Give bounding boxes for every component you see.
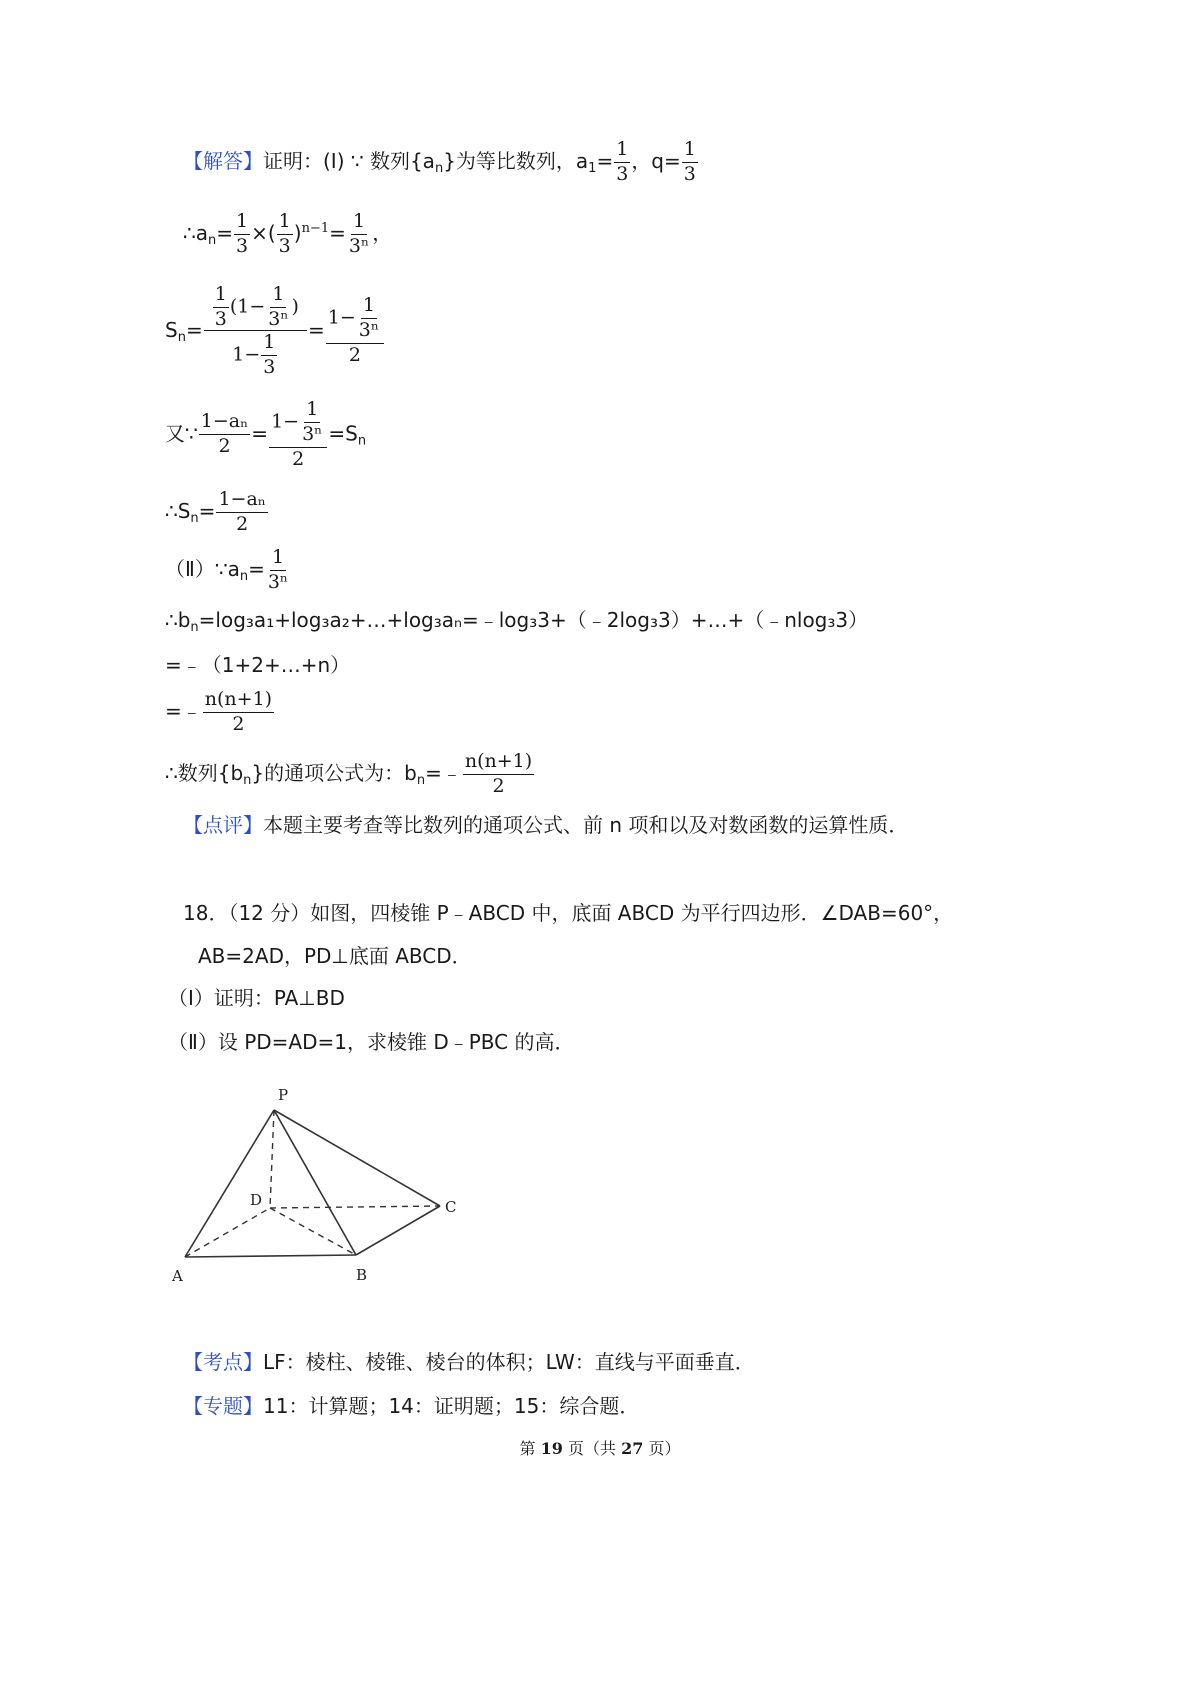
fraction-denominator: 3ⁿ bbox=[348, 234, 370, 257]
problem-part2 bbox=[168, 1032, 575, 1052]
footer-total-pages: 27 bbox=[621, 1439, 644, 1458]
kaodian-tag: 【考点】 bbox=[183, 1350, 263, 1374]
fraction-denominator: 3 bbox=[683, 162, 696, 185]
sum-line bbox=[165, 655, 350, 675]
page-footer bbox=[0, 1436, 1200, 1459]
answer-line bbox=[183, 140, 699, 185]
you-line bbox=[165, 400, 366, 470]
fraction-numerator bbox=[204, 285, 307, 331]
equals-sign: = bbox=[198, 498, 216, 523]
you-prefix: 又∵ bbox=[165, 421, 198, 446]
fraction-denominator: 3ⁿ bbox=[358, 319, 380, 342]
label-B: B bbox=[356, 1266, 368, 1284]
bn-expansion: =log₃a₁+log₃a₂+…+log₃aₙ=﹣log₃3+（﹣2log₃3）+…+（﹣nlog₃3） bbox=[198, 608, 869, 632]
fraction-numerator: 1 bbox=[270, 548, 286, 571]
fraction-numerator: 1 bbox=[213, 285, 229, 308]
subscript-1: 1 bbox=[588, 160, 597, 176]
fraction-denominator bbox=[230, 331, 280, 378]
fraction-denominator: 2 bbox=[292, 447, 305, 470]
fraction-one-third bbox=[261, 330, 277, 378]
sn-label: S bbox=[165, 317, 178, 342]
footer-mid: 页（共 bbox=[567, 1439, 616, 1458]
kaodian-text: LF：棱柱、棱锥、棱台的体积；LW：直线与平面垂直． bbox=[263, 1350, 755, 1374]
q-label: ，q= bbox=[631, 148, 681, 173]
answer-intro2: }为等比数列，a bbox=[443, 148, 589, 173]
part2-prefix: （Ⅱ）∵a bbox=[165, 556, 240, 581]
one-minus: 1− bbox=[232, 343, 261, 366]
edge-PD-dashed bbox=[270, 1110, 274, 1208]
subscript-n: n bbox=[207, 232, 217, 248]
footer-pre: 第 bbox=[519, 1439, 536, 1458]
equals-sign: = bbox=[251, 421, 269, 446]
edge-PB bbox=[274, 1110, 356, 1255]
fraction-numerator: 1 bbox=[270, 285, 286, 308]
equals-sign: = bbox=[307, 317, 325, 342]
general-term-line bbox=[165, 752, 535, 797]
fraction-one-over-3n bbox=[357, 296, 381, 341]
fraction-q bbox=[682, 140, 698, 185]
label-A: A bbox=[172, 1267, 183, 1285]
fraction-one-over-3n bbox=[347, 212, 371, 257]
fraction-one-third-base bbox=[277, 212, 293, 257]
equals-sign: = bbox=[596, 148, 614, 173]
therefore-bn: ∴b bbox=[165, 608, 191, 632]
fraction-n-n-plus-1 bbox=[463, 752, 534, 797]
fraction-denominator: 3 bbox=[263, 355, 276, 378]
answer-intro: 证明：(Ⅰ) ∵ 数列{a bbox=[263, 148, 435, 173]
subscript-n: n bbox=[434, 160, 444, 176]
sn-conclusion-line bbox=[165, 490, 269, 535]
equals-minus: =﹣ bbox=[165, 698, 202, 723]
exponent-n-minus-1: n−1 bbox=[301, 220, 330, 236]
label-D: D bbox=[250, 1191, 263, 1209]
equals-sign: = bbox=[248, 556, 265, 581]
edge-AD-dashed bbox=[185, 1208, 270, 1257]
fraction-numerator: 1−aₙ bbox=[216, 490, 268, 513]
fraction-numerator bbox=[269, 400, 327, 448]
fraction-sn-simplified bbox=[269, 400, 327, 470]
fraction-numerator: 1 bbox=[304, 400, 320, 423]
problem-statement bbox=[183, 903, 953, 923]
fraction-numerator: 1 bbox=[234, 212, 250, 235]
subscript-n: n bbox=[190, 510, 199, 526]
fraction-numerator: n(n+1) bbox=[463, 752, 534, 775]
one-minus: 1− bbox=[327, 306, 356, 329]
fraction-one-over-3n bbox=[300, 400, 324, 445]
problem-number-line: 18．（12 分）如图，四棱锥 P﹣ABCD 中，底面 ABCD 为平行四边形．∠DAB=60°， bbox=[183, 901, 954, 925]
open-paren-one-minus: (1− bbox=[229, 295, 266, 318]
fraction-numerator bbox=[326, 296, 384, 344]
fraction-one-minus-an bbox=[199, 412, 251, 457]
fraction-denominator: 3 bbox=[236, 234, 249, 257]
fraction-a1 bbox=[614, 140, 630, 185]
equals-sign: = bbox=[185, 317, 203, 342]
general-mid: }的通项公式为：b bbox=[251, 760, 417, 785]
zhuanti-line bbox=[183, 1396, 639, 1416]
one-minus: 1− bbox=[271, 410, 300, 433]
subscript-n: n bbox=[357, 433, 367, 449]
fraction-denominator: 2 bbox=[232, 712, 245, 735]
pyramid-figure bbox=[160, 1075, 480, 1295]
fraction-one-minus-an bbox=[216, 490, 268, 535]
problem-part1 bbox=[168, 988, 345, 1008]
equals-sign: = bbox=[329, 220, 346, 245]
fraction-numerator: 1 bbox=[277, 212, 293, 235]
close-paren: ) bbox=[293, 220, 302, 245]
an-formula-line bbox=[183, 212, 392, 257]
kaodian-line bbox=[183, 1352, 755, 1372]
fraction-denominator: 2 bbox=[218, 435, 231, 458]
equals-sign: = bbox=[216, 220, 233, 245]
fraction-sn-simplified bbox=[326, 296, 384, 366]
subscript-n: n bbox=[416, 772, 426, 788]
subscript-n: n bbox=[243, 772, 252, 788]
sn-formula-line bbox=[165, 285, 385, 378]
fraction-numerator: 1 bbox=[682, 140, 698, 163]
fraction-one-over-3n bbox=[266, 548, 290, 593]
general-prefix: ∴数列{b bbox=[165, 760, 244, 785]
comment-text: 本题主要考查等比数列的通项公式、前 n 项和以及对数函数的运算性质． bbox=[263, 813, 909, 837]
label-C: C bbox=[445, 1198, 457, 1216]
fraction-numerator: 1 bbox=[614, 140, 630, 163]
fraction-denominator: 2 bbox=[492, 774, 505, 797]
fraction-one-over-3n bbox=[266, 285, 290, 330]
fraction-one-third bbox=[234, 212, 250, 257]
equals-minus: =﹣ bbox=[425, 760, 462, 785]
subscript-n: n bbox=[239, 568, 249, 584]
fraction-denominator: 3 bbox=[616, 162, 629, 185]
comment-tag: 【点评】 bbox=[183, 813, 263, 837]
bn-line bbox=[165, 610, 868, 634]
fraction-denominator: 2 bbox=[236, 512, 249, 535]
part1-text: （Ⅰ）证明：PA⊥BD bbox=[168, 986, 345, 1010]
fraction-numerator: 1 bbox=[261, 333, 277, 356]
fraction-denominator: 3 bbox=[214, 307, 227, 330]
fraction-n-n-plus-1 bbox=[203, 690, 274, 735]
part2-text: （Ⅱ）设 PD=AD=1，求棱锥 D﹣PBC 的高． bbox=[168, 1030, 575, 1054]
sum-expression: =﹣（1+2+…+n） bbox=[165, 653, 351, 677]
therefore-sn: ∴S bbox=[165, 498, 191, 523]
problem-line2 bbox=[198, 946, 472, 966]
comma: ， bbox=[372, 220, 393, 245]
edge-AB bbox=[185, 1255, 356, 1257]
footer-post: 页） bbox=[648, 1439, 681, 1458]
zhuanti-text: 11：计算题；14：证明题；15：综合题． bbox=[263, 1394, 640, 1418]
footer-page-number: 19 bbox=[540, 1439, 563, 1458]
fraction-denominator: 3ⁿ bbox=[268, 307, 289, 330]
times-open-paren: ×( bbox=[251, 220, 276, 245]
answer-tag: 【解答】 bbox=[183, 148, 263, 173]
edge-PC bbox=[274, 1110, 440, 1206]
fraction-one-third bbox=[213, 285, 229, 330]
sum-fraction-line bbox=[165, 690, 275, 735]
fraction-denominator: 3ⁿ bbox=[267, 570, 289, 593]
edge-PA bbox=[185, 1110, 274, 1257]
fraction-numerator: n(n+1) bbox=[203, 690, 274, 713]
therefore-an: ∴a bbox=[183, 220, 208, 245]
subscript-n: n bbox=[177, 329, 186, 345]
edge-BC bbox=[356, 1206, 440, 1255]
fraction-denominator: 3ⁿ bbox=[302, 422, 323, 445]
fraction-denominator: 3 bbox=[278, 234, 291, 257]
equals-sn: =S bbox=[328, 421, 358, 446]
zhuanti-tag: 【专题】 bbox=[183, 1394, 263, 1418]
label-P: P bbox=[278, 1086, 289, 1104]
problem-condition: AB=2AD，PD⊥底面 ABCD． bbox=[198, 944, 472, 968]
fraction-numerator: 1−aₙ bbox=[199, 412, 251, 435]
fraction-denominator: 2 bbox=[348, 344, 361, 367]
fraction-numerator: 1 bbox=[351, 212, 367, 235]
fraction-numerator: 1 bbox=[361, 296, 377, 319]
comment-line bbox=[183, 815, 908, 835]
edge-DC-dashed bbox=[270, 1206, 440, 1208]
part2-given-line bbox=[165, 548, 291, 593]
fraction-sn-big bbox=[204, 285, 307, 378]
subscript-n: n bbox=[190, 620, 199, 635]
close-paren: ) bbox=[291, 295, 299, 318]
